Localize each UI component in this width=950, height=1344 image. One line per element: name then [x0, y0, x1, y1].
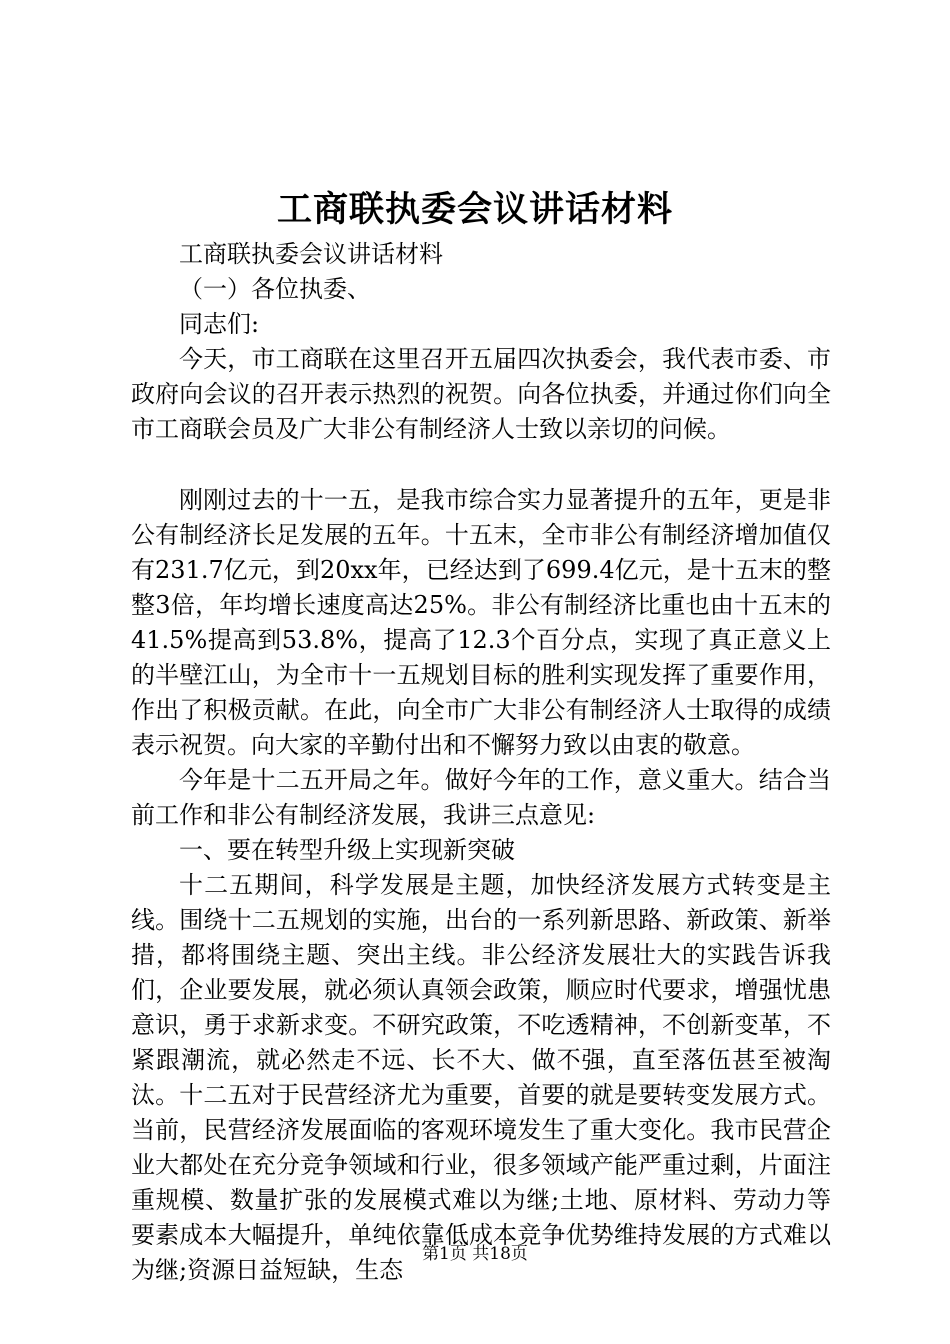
document-title: 工商联执委会议讲话材料: [276, 189, 673, 230]
paragraph-review: 刚刚过去的十一五，是我市综合实力显著提升的五年，更是非公有制经济长足发展的五年。十五末，全市非公有制经济增加值仅有231.7亿元，到20xx年，已经达到了699.4亿元，是十五末的整整3倍，年均增长速度高达25%。非公有制经济比重也由十五末的41.5%提高到53.8%，提高了12.3个百分点，实现了真正意义上的半壁江山，为全市十一五规划目标的胜利实现发挥了重要作用，作出了积极贡献。在此，向全市广大非公有制经济人士取得的成绩表示祝贺。向大家的辛勤付出和不懈努力致以由衷的敬意。: [131, 486, 831, 759]
paragraph-greeting: 今天，市工商联在这里召开五届四次执委会，我代表市委、市政府向会议的召开表示热烈的祝贺。向各位执委，并通过你们向全市工商联会员及广大非公有制经济人士致以亲切的问候。: [131, 345, 831, 443]
paragraph-opening-year: 今年是十二五开局之年。做好今年的工作，意义重大。结合当前工作和非公有制经济发展，我讲三点意见:: [131, 766, 831, 829]
document-body: [131, 237, 831, 1288]
paragraph-salutation-1: （一）各位执委、: [179, 275, 371, 303]
section-heading-1: 一、要在转型升级上实现新突破: [179, 836, 515, 864]
paragraph-salutation-2: 同志们:: [179, 310, 260, 338]
paragraph-transformation: 十二五期间，科学发展是主题，加快经济发展方式转变是主线。围绕十二五规划的实施，出台的一系列新思路、新政策、新举措，都将围绕主题、突出主线。非公经济发展壮大的实践告诉我们，企业要发展，就必须认真领会政策，顺应时代要求，增强忧患意识，勇于求新求变。不研究政策，不吃透精神，不创新变革，不紧跟潮流，就必然走不远、长不大、做不强，直至落伍甚至被淘汰。十二五对于民营经济尤为重要，首要的就是要转变发展方式。当前，民营经济发展面临的客观环境发生了重大变化。我市民营企业大都处在充分竞争领域和行业，很多领域产能严重过剩，片面注重规模、数量扩张的发展模式难以为继;土地、原材料、劳动力等要素成本大幅提升，单纯依靠低成本竞争优势维持发展的方式难以为继;资源日益短缺，生态: [131, 871, 831, 1284]
paragraph-subtitle: 工商联执委会议讲话材料: [179, 240, 443, 268]
page-footer: 第1页 共18页: [422, 1244, 528, 1264]
